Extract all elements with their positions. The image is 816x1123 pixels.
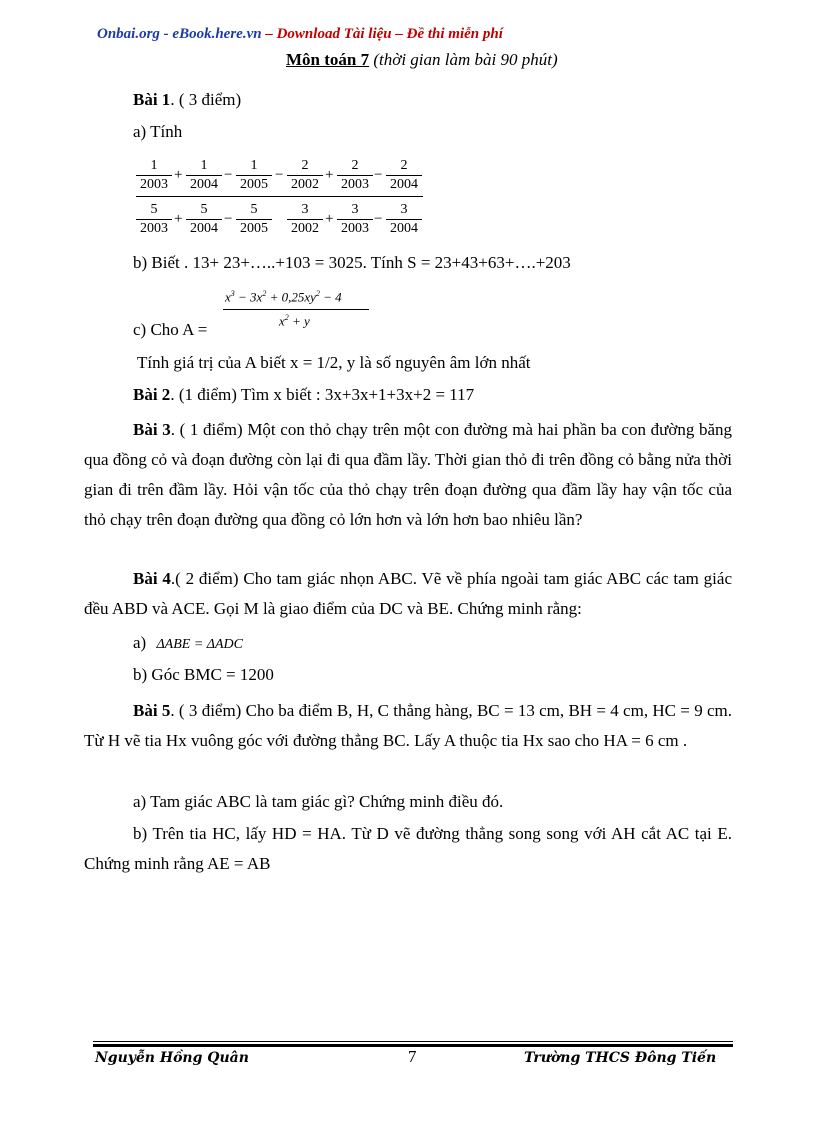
bai1-points: . ( 3 điểm) bbox=[170, 90, 242, 109]
fraction-top-4: 2 2003 bbox=[337, 157, 373, 194]
op-top-0: + bbox=[174, 167, 183, 183]
bai3-text: . ( 1 điểm) Một con thỏ chạy trên một con đường mà hai phần ba con đường băng qua đồng cỏ và đoạn đường còn lại đi qua đầm lầy. Thời gian thỏ đi trên đồng cỏ bằng nửa thời gian đi trên đầm lầy. Hỏi vận tốc của thỏ chạy trên đoạn đường qua đầm lầy hay vận tốc của thỏ chạy trên đoạn đường qua đồng cỏ lớn hơn và lớn hơn bao nhiêu lần? bbox=[84, 420, 732, 529]
bai5-b bbox=[84, 819, 732, 879]
op-top-3: + bbox=[325, 167, 334, 183]
op-top-1: − bbox=[224, 167, 233, 183]
fraction-top-2: 1 2005 bbox=[236, 157, 272, 194]
fraction-top-1: 1 2004 bbox=[186, 157, 222, 194]
subject-time: (thời gian làm bài 90 phút) bbox=[369, 50, 558, 69]
formula-denominator: $x^2 + y$ bbox=[279, 313, 310, 329]
bai4-title: Bài 4 bbox=[133, 569, 171, 588]
fraction-bottom-3: 3 2002 bbox=[287, 201, 323, 238]
fraction-bottom-0: 5 2003 bbox=[136, 201, 172, 238]
bai4-text: .( 2 điểm) Cho tam giác nhọn ABC. Vẽ về phía ngoài tam giác ABC các tam giác đều ABD và ACE. Gọi M là giao điểm của DC và BE. Chứng minh rằng: bbox=[84, 569, 732, 618]
footer-author: Nguyễn Hồng Quân bbox=[95, 1050, 249, 1066]
bai4-b-text: b) Góc BMC = 1200 bbox=[133, 665, 274, 684]
fraction-bottom-5: 3 2004 bbox=[386, 201, 422, 238]
formula-bar bbox=[223, 309, 369, 310]
bai2-title: Bài 2 bbox=[133, 385, 171, 404]
fraction-bottom-1: 5 2004 bbox=[186, 201, 222, 238]
footer-rule-thin bbox=[93, 1041, 733, 1042]
source-header bbox=[97, 26, 503, 43]
fraction-bottom-2: 5 2005 bbox=[236, 201, 272, 238]
page-number: 7 bbox=[408, 1047, 417, 1066]
op-bottom-1: − bbox=[224, 211, 233, 227]
op-bottom-3: − bbox=[374, 211, 383, 227]
main-fraction-bar bbox=[136, 196, 423, 197]
footer-school: Trường THCS Đông Tiến bbox=[524, 1050, 717, 1066]
bai5-text: . ( 3 điểm) Cho ba điểm B, H, C thẳng hàng, BC = 13 cm, BH = 4 cm, HC = 9 cm. Từ H vẽ tia Hx vuông góc với đường thẳng BC. Lấy A thuộc tia Hx sao cho HA = 6 cm . bbox=[84, 701, 733, 750]
subject-title bbox=[286, 50, 558, 70]
source-download: – Download Tài liệu – Đề thi miễn phí bbox=[261, 26, 503, 42]
bai2 bbox=[133, 385, 474, 405]
subject-name: Môn toán 7 bbox=[286, 50, 370, 69]
fraction-top-3: 2 2002 bbox=[287, 157, 323, 194]
op-bottom-0: + bbox=[174, 211, 183, 227]
fraction-top-0: 1 2003 bbox=[136, 157, 172, 194]
bai4-a bbox=[133, 633, 243, 653]
bai2-text: . (1 điểm) Tìm x biết : 3x+3x+1+3x+2 = 117 bbox=[170, 385, 475, 404]
bai1-b-text: b) Biết . 13+ 23+…..+103 = 3025. Tính S = 23+43+63+….+203 bbox=[133, 253, 571, 272]
bai1-c-label: c) Cho A = bbox=[133, 320, 208, 339]
bai3-title: Bài 3 bbox=[133, 420, 171, 439]
bai1-title: Bài 1 bbox=[133, 90, 171, 109]
op-bottom-2: + bbox=[325, 211, 334, 227]
bai4-a-formula: ΔABE = ΔADC bbox=[156, 637, 244, 652]
fraction-bottom-4: 3 2003 bbox=[337, 201, 373, 238]
op-top-4: − bbox=[374, 167, 383, 183]
bai4-a-label: a) bbox=[133, 633, 147, 652]
bai1-heading bbox=[133, 90, 241, 110]
bai3 bbox=[84, 415, 732, 535]
op-top-2: − bbox=[275, 167, 284, 183]
bai1-a-label: a) Tính bbox=[133, 122, 183, 141]
bai4 bbox=[84, 564, 732, 624]
bai5-b-text: b) Trên tia HC, lấy HD = HA. Từ D vẽ đường thẳng song song với AH cắt AC tại E. Chứng minh rằng AE = AB bbox=[84, 824, 732, 873]
bai5-title: Bài 5 bbox=[133, 701, 171, 720]
formula-numerator: $x^3 - 3x^2 + 0,25xy^2 - 4$ bbox=[225, 289, 342, 305]
fraction-top-5: 2 2004 bbox=[386, 157, 422, 194]
source-site: Onbai.org - eBook.here.vn bbox=[97, 26, 262, 42]
bai1-c-note: Tính giá trị của A biết x = 1/2, y là số nguyên âm lớn nhất bbox=[137, 353, 531, 372]
bai5-a-text: a) Tam giác ABC là tam giác gì? Chứng minh điều đó. bbox=[133, 792, 504, 811]
bai5 bbox=[84, 696, 732, 756]
